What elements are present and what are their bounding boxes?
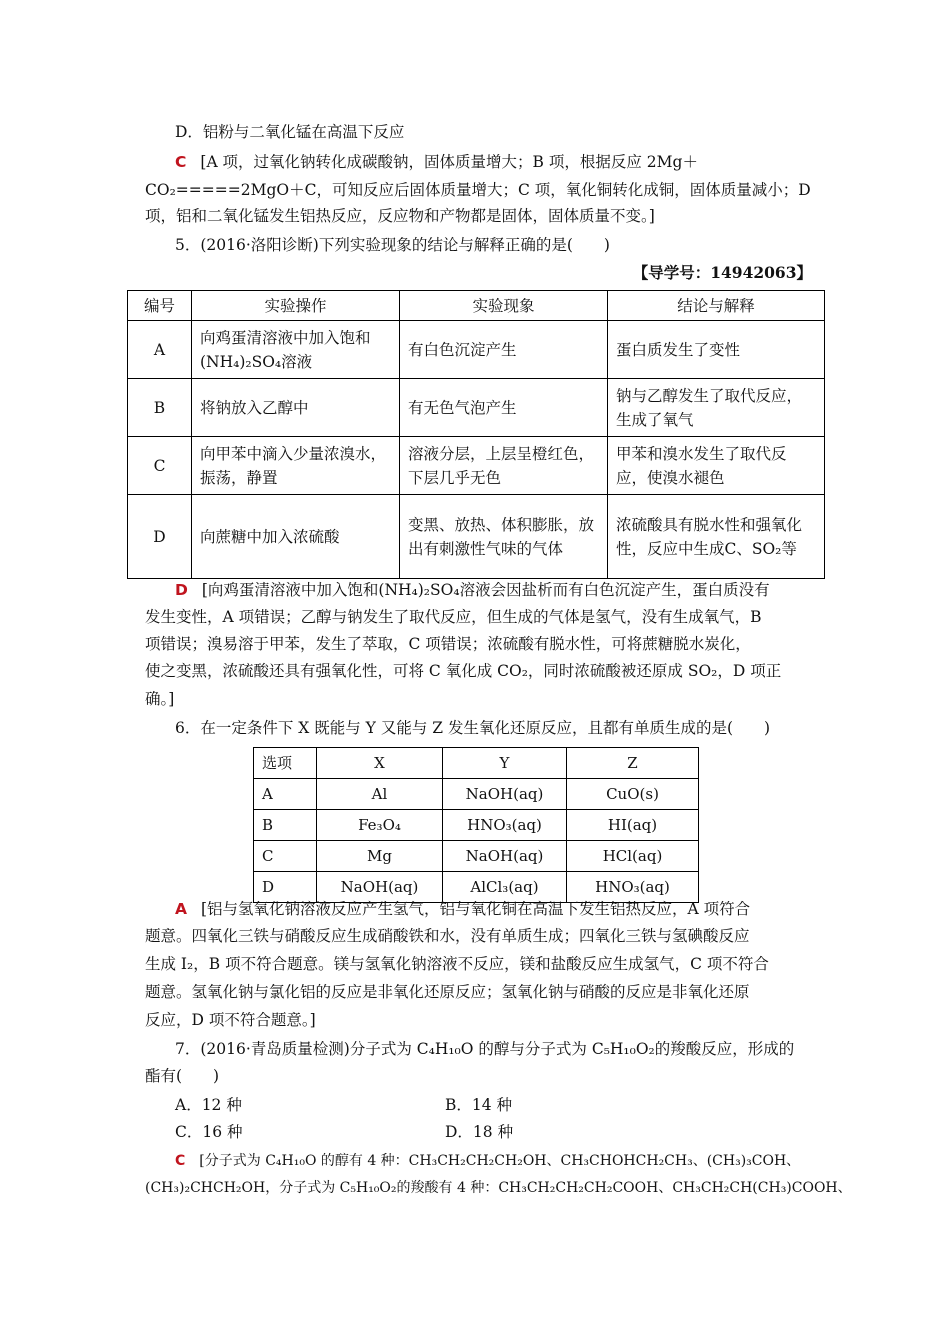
table-header-row (128, 291, 825, 321)
table-header: Y (443, 748, 567, 779)
q6-explanation-line: 题意。氢氧化钠与氯化铝的反应是非氧化还原反应；氢氧化钠与硝酸的反应是非氧化还原 (145, 983, 750, 1001)
table-header: 实验现象 (400, 291, 608, 321)
table-cell: D (254, 872, 317, 903)
table-cell: A (254, 779, 317, 810)
table-cell: HCl(aq) (567, 841, 699, 872)
experiment-table (127, 290, 825, 579)
table-row (254, 810, 699, 841)
table-cell: A (128, 321, 192, 379)
table-cell: HI(aq) (567, 810, 699, 841)
table-cell: NaOH(aq) (317, 872, 443, 903)
table-row (128, 321, 825, 379)
table-header: X (317, 748, 443, 779)
q5-explanation-line: 发生变性，A 项错误；乙醇与钠发生了取代反应，但生成的气体是氢气，没有生成氧气，B (145, 608, 762, 626)
table-cell: 浓硫酸具有脱水性和强氧化性，反应中生成C、SO₂等 (608, 495, 825, 579)
answer-label: C (175, 1153, 186, 1169)
answer-label: D (175, 581, 188, 599)
table-cell: C (128, 437, 192, 495)
guide-code: 【导学号：14942063】 (632, 263, 812, 282)
q4-explanation-line: C [A 项，过氧化钠转化成碳酸钠，固体质量增大；B 项，根据反应 2Mg＋ (175, 153, 698, 171)
table-header: Z (567, 748, 699, 779)
q5-stem: 5．(2016·洛阳诊断)下列实验现象的结论与解释正确的是( ) (175, 236, 610, 254)
answer-label: C (175, 153, 187, 171)
table-cell: 溶液分层，上层呈橙红色，下层几乎无色 (400, 437, 608, 495)
table-cell: 钠与乙醇发生了取代反应，生成了氧气 (608, 379, 825, 437)
q7-option-c: C．16 种 (175, 1123, 243, 1141)
q6-explanation-line: 题意。四氧化三铁与硝酸反应生成硝酸铁和水，没有单质生成；四氧化三铁与氢碘酸反应 (145, 927, 750, 945)
q5-explanation-line: D [向鸡蛋清溶液中加入饱和(NH₄)₂SO₄溶液会因盐析而有白色沉淀产生，蛋白质没有 (175, 581, 770, 599)
q7-option-b: B．14 种 (445, 1096, 513, 1114)
table-row (128, 437, 825, 495)
q5-explanation-line: 确。] (145, 690, 175, 708)
q7-stem: 酯有( ) (145, 1067, 220, 1085)
q7-explanation-line: (CH₃)₂CHCH₂OH，分子式为 C₅H₁₀O₂的羧酸有 4 种：CH₃CH₂CH₂CH₂COOH、CH₃CH₂CH(CH₃)COOH、 (145, 1180, 852, 1196)
table-row (254, 841, 699, 872)
table-cell: 将钠放入乙醇中 (192, 379, 400, 437)
table-cell: 向蔗糖中加入浓硫酸 (192, 495, 400, 579)
table-cell: HNO₃(aq) (567, 872, 699, 903)
q7-option-a: A．12 种 (175, 1096, 242, 1114)
table-cell: 甲苯和溴水发生了取代反应，使溴水褪色 (608, 437, 825, 495)
table-row (128, 379, 825, 437)
table-cell: 变黑、放热、体积膨胀，放出有刺激性气味的气体 (400, 495, 608, 579)
table-cell: HNO₃(aq) (443, 810, 567, 841)
q7-stem: 7．(2016·青岛质量检测)分子式为 C₄H₁₀O 的醇与分子式为 C₅H₁₀O₂的羧酸反应，形成的 (175, 1040, 795, 1058)
reaction-table (253, 747, 699, 903)
table-cell: NaOH(aq) (443, 779, 567, 810)
q6-explanation-line: A [铝与氢氧化钠溶液反应产生氢气，铝与氧化铜在高温下发生铝热反应，A 项符合 (175, 900, 751, 918)
table-cell: 向甲苯中滴入少量浓溴水，振荡，静置 (192, 437, 400, 495)
q4-option-d: D．铝粉与二氧化锰在高温下反应 (175, 123, 405, 141)
table-cell: AlCl₃(aq) (443, 872, 567, 903)
table-header: 选项 (254, 748, 317, 779)
q4-explanation-line: CO₂=====2MgO＋C，可知反应后固体质量增大；C 项，氧化铜转化成铜，固体质量减小；D (145, 181, 811, 199)
q5-explanation-line: 项错误；溴易溶于甲苯，发生了萃取，C 项错误；浓硫酸有脱水性，可将蔗糖脱水炭化， (145, 635, 751, 653)
q4-explanation-line: 项，铝和二氧化锰发生铝热反应，反应物和产物都是固体，固体质量不变。] (145, 207, 655, 225)
table-row (254, 779, 699, 810)
q7-explanation-line: C [分子式为 C₄H₁₀O 的醇有 4 种：CH₃CH₂CH₂CH₂OH、CH₃CHOHCH₂CH₃、(CH₃)₃COH、 (175, 1153, 801, 1169)
table-cell: CuO(s) (567, 779, 699, 810)
table-cell: Fe₃O₄ (317, 810, 443, 841)
table-cell: C (254, 841, 317, 872)
table-cell: 向鸡蛋清溶液中加入饱和(NH₄)₂SO₄溶液 (192, 321, 400, 379)
table-cell: NaOH(aq) (443, 841, 567, 872)
table-header-row (254, 748, 699, 779)
table-cell: Al (317, 779, 443, 810)
table-cell: 蛋白质发生了变性 (608, 321, 825, 379)
q6-explanation-line: 反应，D 项不符合题意。] (145, 1011, 316, 1029)
q6-explanation-line: 生成 I₂，B 项不符合题意。镁与氢氧化钠溶液不反应，镁和盐酸反应生成氢气，C 项不符合 (145, 955, 769, 973)
table-cell: 有无色气泡产生 (400, 379, 608, 437)
table-header: 编号 (128, 291, 192, 321)
table-cell: B (128, 379, 192, 437)
table-cell: Mg (317, 841, 443, 872)
table-row (128, 495, 825, 579)
table-cell: B (254, 810, 317, 841)
q6-stem: 6．在一定条件下 X 既能与 Y 又能与 Z 发生氧化还原反应，且都有单质生成的是( ) (175, 719, 771, 737)
table-header: 实验操作 (192, 291, 400, 321)
table-cell: 有白色沉淀产生 (400, 321, 608, 379)
table-header: 结论与解释 (608, 291, 825, 321)
answer-label: A (175, 900, 187, 918)
q7-option-d: D．18 种 (445, 1123, 514, 1141)
q5-explanation-line: 使之变黑，浓硫酸还具有强氧化性，可将 C 氧化成 CO₂，同时浓硫酸被还原成 SO₂，D 项正 (145, 662, 782, 680)
table-cell: D (128, 495, 192, 579)
